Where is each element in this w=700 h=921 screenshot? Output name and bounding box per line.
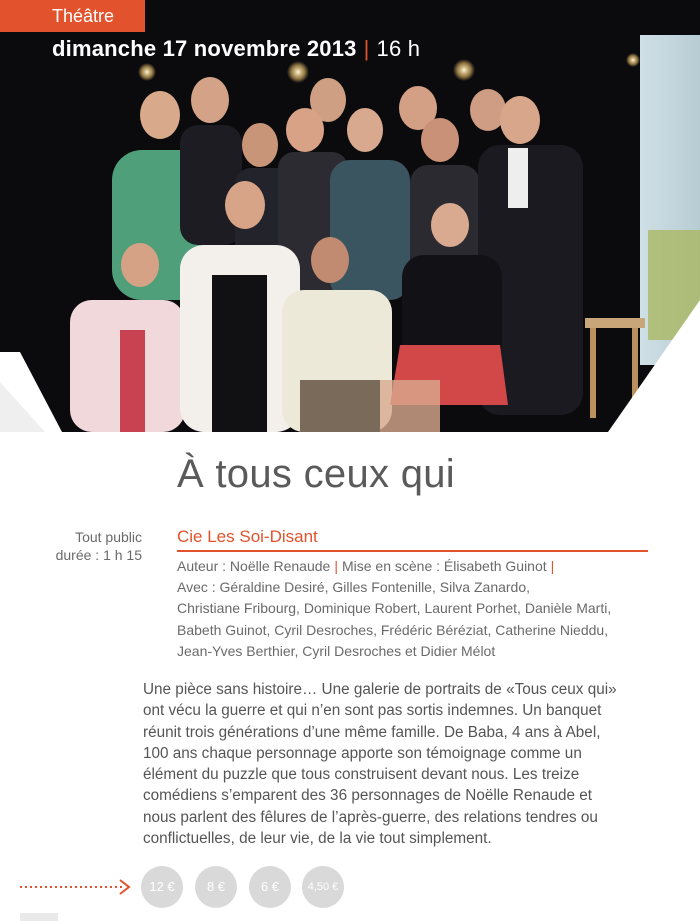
footer-mark: [20, 913, 58, 921]
price-badge-full: 12 €: [141, 866, 183, 908]
date-separator: |: [363, 36, 370, 61]
credits: [177, 556, 657, 662]
description-line: Une pièce sans histoire… Une galerie de portraits de «Tous ceux qui»: [143, 681, 617, 698]
troupe-photo-illustration: [0, 0, 700, 432]
event-time: 16 h: [376, 36, 421, 61]
cast-line: Avec : Géraldine Desiré, Gilles Fontenille, Silva Zanardo,: [177, 579, 531, 596]
description-line: conflictuelles, de leur vie, de la vie tout simplement.: [143, 830, 492, 848]
cast-line: Christiane Fribourg, Dominique Robert, Laurent Porhet, Danièle Marti,: [177, 600, 612, 617]
price-badge-group: 4,50 €: [302, 866, 344, 908]
description-line: nous parlent des fêlures de l’après-guerre, des relations tendres ou: [143, 808, 598, 826]
corner-cut-right: [608, 300, 700, 432]
description-line: 100 ans chaque personnage apporte son témoignage comme un: [143, 744, 582, 762]
price-badge-reduced: 8 €: [195, 866, 237, 908]
credit-separator: |: [550, 558, 555, 574]
date-line: [52, 36, 420, 62]
audience-label: Tout public: [75, 529, 142, 545]
hero-photo: [0, 0, 700, 432]
cast-line: Jean-Yves Berthier, Cyril Desroches et Didier Mélot: [177, 642, 496, 659]
company-name: Cie Les Soi-Disant: [177, 527, 318, 546]
cast-line: Babeth Guinot, Cyril Desroches, Frédéric Béréziat, Catherine Nieddu,: [177, 621, 609, 638]
category-tab: Théâtre: [0, 0, 145, 32]
credit-separator: |: [334, 558, 338, 574]
show-meta: [20, 528, 142, 564]
author-credit: Auteur : Noëlle Renaude: [177, 558, 331, 574]
corner-cut-left: [0, 352, 70, 432]
price-badge-youth: 6 €: [249, 866, 291, 908]
description-line: comédiens s’emparent des 36 personnages de Noëlle Renaude et: [143, 787, 593, 805]
dotted-arrow-icon: [20, 877, 132, 897]
description-line: élément du puzzle que tous construisent devant nous. Les treize: [143, 766, 580, 784]
show-description: [143, 679, 653, 849]
company-divider: [177, 550, 648, 552]
duration-label: durée : 1 h 15: [55, 547, 142, 563]
credits-line-author: [177, 556, 657, 577]
show-title: À tous ceux qui: [177, 452, 455, 496]
director-credit: Mise en scène : Élisabeth Guinot: [341, 558, 547, 574]
event-date: dimanche 17 novembre 2013: [52, 36, 357, 61]
description-line: ont vécu la guerre et qui n’en sont pas sortis indemnes. Un banquet: [143, 702, 602, 720]
description-line: réunit trois générations d’une même famille. De Baba, 4 ans à Abel,: [143, 723, 601, 741]
